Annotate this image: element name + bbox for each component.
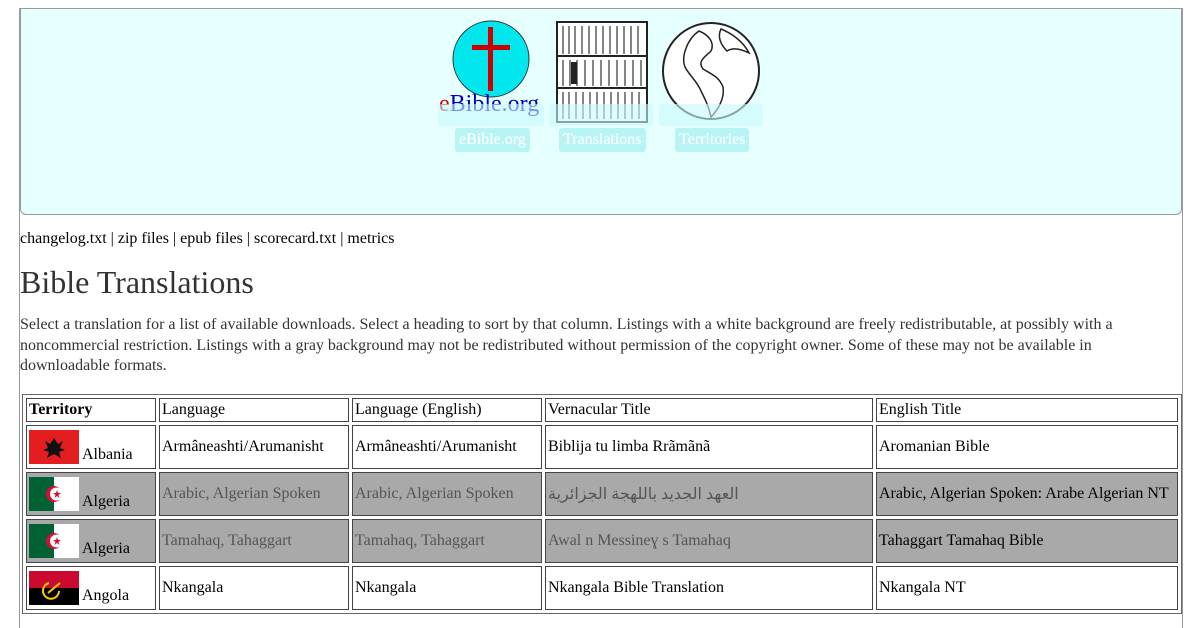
nav-highlight-bar [549,104,653,126]
table-row[interactable] [26,472,1178,516]
link-separator: | [242,230,254,247]
page-container [19,8,1183,628]
vernacular-title-cell[interactable]: Nkangala Bible Translation [545,566,873,610]
epub-files-link[interactable]: epub files [180,230,243,247]
file-links-bar [20,230,394,248]
nav-highlight-bar [438,104,544,126]
page-title: Bible Translations [20,264,254,300]
changelog-link[interactable]: changelog.txt [20,230,107,247]
territory-name: Algeria [82,493,130,510]
vernacular-title-cell[interactable]: Biblija tu limba Rrãmãnã [545,425,873,469]
english-title-cell[interactable]: Arabic, Algerian Spoken: Arabe Algerian NT [876,472,1178,516]
link-separator: | [336,230,348,247]
column-header-language-english[interactable]: Language (English) [352,398,542,422]
algeria-flag-icon [29,477,79,511]
table-row[interactable] [26,519,1178,563]
territory-cell[interactable] [26,425,156,469]
english-title-cell[interactable]: Tahaggart Tamahaq Bible [876,519,1178,563]
table-row[interactable] [26,425,1178,469]
table-header-row [26,398,1178,422]
algeria-flag-icon [29,524,79,558]
language-english-cell[interactable]: Armâneashti/Arumanisht [352,425,542,469]
column-header-english-title[interactable]: English Title [876,398,1178,422]
territory-name: Angola [82,587,130,604]
vernacular-title-cell[interactable]: Awal n Messineɣ s Tamahaq [545,519,873,563]
language-cell[interactable]: Armâneashti/Arumanisht [159,425,349,469]
table-row[interactable] [26,566,1178,610]
translations-table [22,394,1182,614]
page-description: Select a translation for a list of available downloads. Select a heading to sort by that column. Listings with a white background are freely redistributable, at possibly with a noncommercial restriction. Listings with a gray background may not be redistributed without permission of the copyright owner. Some of these may not be available in downloadable formats. [20,316,1113,374]
territory-name: Algeria [82,540,130,557]
nav-ebible-link[interactable]: eBible.org [455,128,530,152]
column-header-vernacular-title[interactable]: Vernacular Title [545,398,873,422]
english-title-cell[interactable]: Nkangala NT [876,566,1178,610]
column-header-language[interactable]: Language [159,398,349,422]
territory-cell[interactable] [26,472,156,516]
vernacular-title-cell[interactable]: العهد الجديد باللهجة الجزائرية [545,472,873,516]
territory-cell[interactable] [26,566,156,610]
language-english-cell[interactable]: Arabic, Algerian Spoken [352,472,542,516]
language-cell[interactable]: Arabic, Algerian Spoken [159,472,349,516]
territory-name: Albania [82,446,133,463]
link-separator: | [168,230,181,247]
nav-territories-link[interactable]: Territories [675,128,749,152]
language-cell[interactable]: Tamahaq, Tahaggart [159,519,349,563]
language-english-cell[interactable]: Nkangala [352,566,542,610]
column-header-territory[interactable]: Territory [26,398,156,422]
scorecard-link[interactable]: scorecard.txt [254,230,337,247]
albania-flag-icon [29,430,79,464]
site-header [20,8,1182,215]
metrics-link[interactable]: metrics [347,230,395,247]
nav-highlight-bar [659,104,763,126]
link-separator: | [106,230,118,247]
territory-cell[interactable] [26,519,156,563]
zip-files-link[interactable]: zip files [117,230,169,247]
english-title-cell[interactable]: Aromanian Bible [876,425,1178,469]
language-cell[interactable]: Nkangala [159,566,349,610]
nav-translations-link[interactable]: Translations [559,128,646,152]
language-english-cell[interactable]: Tamahaq, Tahaggart [352,519,542,563]
